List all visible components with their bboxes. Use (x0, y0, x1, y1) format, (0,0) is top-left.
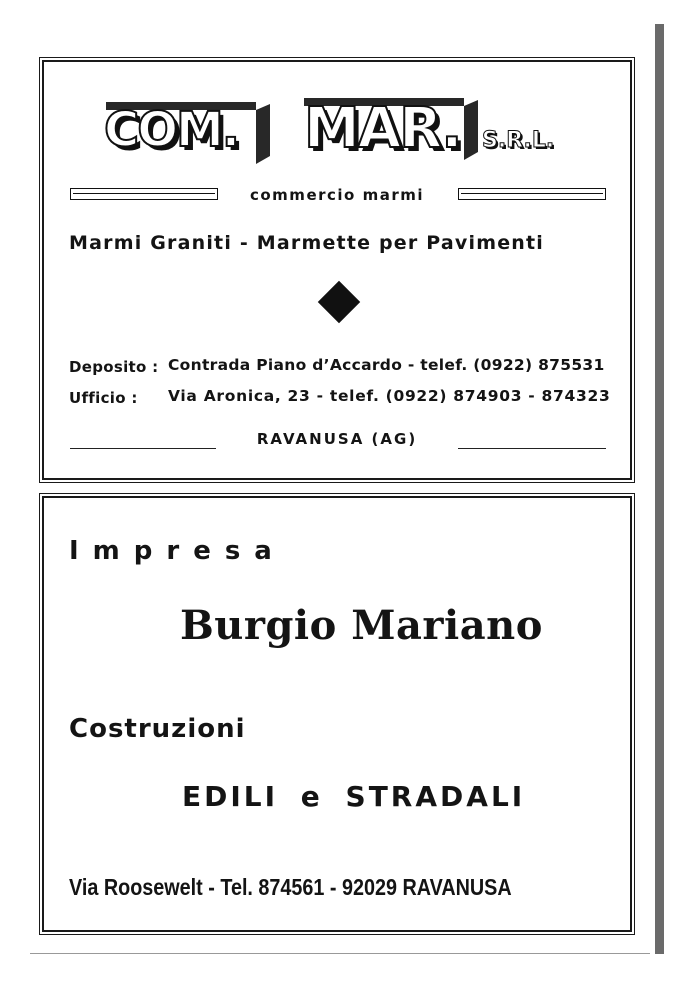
city-rule-right (458, 448, 606, 449)
diamond-ornament (318, 281, 360, 323)
logo-srl-text: S.R.L. (482, 128, 555, 153)
page-bottom-rule (30, 953, 650, 954)
tagline-rule-right (458, 188, 606, 200)
logo-mar-text: MAR. (304, 96, 461, 161)
commar-advertisement (42, 60, 632, 480)
page-edge-shadow (655, 24, 664, 954)
deposito-label: Deposito : (69, 358, 159, 376)
ufficio-label: Ufficio : (69, 389, 138, 407)
edili-stradali-heading: EDILI e STRADALI (182, 780, 526, 813)
city: RAVANUSA (AG) (256, 430, 418, 448)
tagline: commercio marmi (249, 186, 424, 204)
footer-address: Via Roosewelt - Tel. 874561 - 92029 RAVANUSA (69, 874, 512, 900)
burgio-advertisement (42, 496, 632, 932)
ufficio-text: Via Aronica, 23 - telef. (0922) 874903 - 874323 (168, 387, 611, 405)
logo-com-text: COM. (104, 102, 239, 158)
city-rule-left (70, 448, 216, 449)
deposito-text: Contrada Piano d’Accardo - telef. (0922) 875531 (168, 356, 605, 374)
impresa-heading: Impresa (69, 536, 286, 566)
commar-logo (100, 94, 580, 164)
headline: Marmi Graniti - Marmette per Pavimenti (69, 232, 545, 254)
costruzioni-heading: Costruzioni (69, 714, 246, 744)
company-name: Burgio Mariano (180, 602, 543, 649)
